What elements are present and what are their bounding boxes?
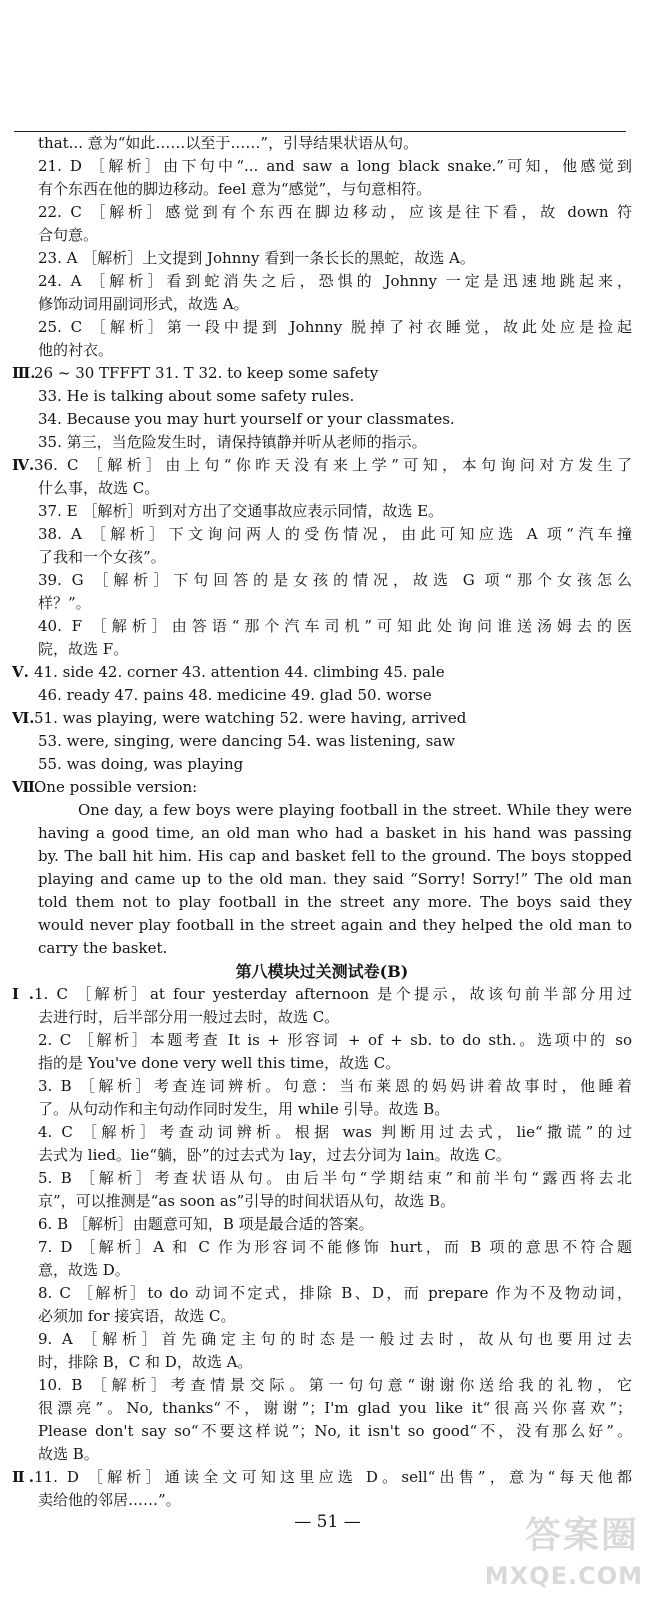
- text-line: [12, 339, 632, 362]
- text-line: [12, 408, 632, 431]
- text-line: [12, 155, 632, 178]
- text-line: [12, 523, 632, 546]
- text-line: [12, 1121, 632, 1144]
- line-text: 5. B ［解析］考查状语从句。由后半句“学期结束”和前半句“露西将去北: [38, 1169, 632, 1187]
- line-text: 4. C ［解析］考查动词辨析。根据 was 判断用过去式，lie“撒谎”的过: [38, 1123, 632, 1141]
- section-numeral: Ⅳ.: [12, 456, 35, 474]
- watermark-url: MXQE.COM: [484, 1562, 643, 1590]
- text-line: [12, 247, 632, 270]
- line-text: 9. A ［解析］首先确定主句的时态是一般过去时，故从句也要用过去: [38, 1330, 632, 1348]
- line-text: 35. 第三，当危险发生时，请保持镇静并听从老师的指示。: [38, 433, 427, 451]
- section-numeral: Ⅶ.: [12, 778, 41, 796]
- watermark-logo: [484, 1507, 647, 1592]
- line-text: 去进行时，后半部分用一般过去时，故选 C。: [38, 1008, 340, 1026]
- line-text: 33. He is talking about some safety rules.: [38, 387, 355, 405]
- text-line: [12, 201, 632, 224]
- line-text: 京”，可以推测是“as soon as”引导的时间状语从句，故选 B。: [38, 1192, 456, 1210]
- watermark-logo-text: 答案圈: [524, 1515, 639, 1556]
- text-line: [12, 753, 632, 776]
- text-line: [12, 1282, 632, 1305]
- text-line: [12, 546, 632, 569]
- text-line: [12, 1006, 632, 1029]
- line-text: 39. G ［解析］下句回答的是女孩的情况，故选 G 项“那个女孩怎么: [38, 571, 632, 589]
- text-line: [12, 730, 632, 753]
- line-text: 了我和一个女孩”。: [38, 548, 166, 566]
- line-text: 46. ready 47. pains 48. medicine 49. glad 50. worse: [38, 686, 432, 704]
- text-line: [12, 684, 632, 707]
- text-line: [12, 1075, 632, 1098]
- line-text: 了。从句动作和主句动作同时发生，用 while 引导。故选 B。: [38, 1100, 450, 1118]
- line-text: playing and came up to the old man. they said “Sorry! Sorry!” The old man: [38, 870, 632, 888]
- section-numeral: Ⅴ.: [12, 663, 29, 681]
- text-line: [12, 592, 632, 615]
- line-text: Please don't say so“不要这样说”；No, it isn't so good“不，没有那么好”。: [38, 1422, 632, 1440]
- text-line: [12, 1167, 632, 1190]
- line-text: 卖给他的邻居……”。: [38, 1491, 181, 1509]
- text-line: [12, 178, 632, 201]
- line-text: 有个东西在他的脚边移动。feel 意为“感觉”，与句意相符。: [38, 180, 432, 198]
- line-text: 合句意。: [38, 226, 99, 244]
- text-line: [12, 270, 632, 293]
- text-line: [12, 431, 632, 454]
- text-line: [12, 1213, 632, 1236]
- text-line: [12, 1443, 632, 1466]
- line-text: 院，故选 F。: [38, 640, 129, 658]
- text-line: [12, 132, 632, 155]
- text-line: [12, 1259, 632, 1282]
- text-line: [12, 937, 632, 960]
- line-text: 故选 B。: [38, 1445, 99, 1463]
- line-text: 51. was playing, were watching 52. were having, arrived: [34, 709, 467, 727]
- line-text: 34. Because you may hurt yourself or your classmates.: [38, 410, 455, 428]
- text-line: [12, 454, 632, 477]
- line-text: would never play football in the street again and they helped the old man to: [38, 916, 632, 934]
- text-line: [12, 1052, 632, 1075]
- line-text: told them not to play football in the street any more. The boys said they: [38, 893, 632, 911]
- text-line: [12, 822, 632, 845]
- line-text: 什么事，故选 C。: [38, 479, 160, 497]
- line-text: 40. F ［解析］由答语“那个汽车司机”可知此处询问谁送汤姆去的医: [38, 617, 632, 635]
- line-text: 意，故选 D。: [38, 1261, 130, 1279]
- text-line: [12, 799, 632, 822]
- text-line: [12, 1190, 632, 1213]
- line-text: 22. C ［解析］感觉到有个东西在脚边移动，应该是往下看，故 down 符: [38, 203, 632, 221]
- line-text: 25. C ［解析］第一段中提到 Johnny 脱掉了衬衣睡觉，故此处应是捡起: [38, 318, 632, 336]
- text-line: [12, 1098, 632, 1121]
- line-text: 3. B ［解析］考查连词辨析。句意：当布莱恩的妈妈讲着故事时，他睡着: [38, 1077, 632, 1095]
- text-line: [12, 1397, 632, 1420]
- line-text: 23. A ［解析］上文提到 Johnny 看到一条长长的黑蛇，故选 A。: [38, 249, 475, 267]
- text-line: [12, 362, 632, 385]
- text-line: [12, 1466, 632, 1489]
- line-text: having a good time, an old man who had a basket in his hand was passing: [38, 824, 632, 842]
- line-text: 7. D ［解析］A 和 C 作为形容词不能修饰 hurt，而 B 项的意思不符合题: [38, 1238, 632, 1256]
- text-line: [12, 1351, 632, 1374]
- line-text: 2. C ［解析］本题考查 It is + 形容词 + of + sb. to do sth.。选项中的 so: [38, 1031, 632, 1049]
- line-text: carry the basket.: [38, 939, 168, 957]
- text-line: [12, 914, 632, 937]
- section-numeral: Ⅵ.: [12, 709, 35, 727]
- text-line: [12, 661, 632, 684]
- section-numeral: Ⅱ.: [12, 1468, 34, 1486]
- line-text: 8. C ［解析］to do 动词不定式，排除 B、D，而 prepare 作为不及物动词，: [38, 1284, 632, 1302]
- line-text: One day, a few boys were playing football in the street. While they were: [78, 801, 632, 819]
- line-text: 10. B ［解析］考查情景交际。第一句句意“谢谢你送给我的礼物，它: [38, 1376, 632, 1394]
- line-text: 21. D ［解析］由下句中“... and saw a long black snake.”可知，他感觉到: [38, 157, 632, 175]
- text-line: [12, 1144, 632, 1167]
- line-text: by. The ball hit him. His cap and basket fell to the ground. The boys stopped: [38, 847, 632, 865]
- line-text: 53. were, singing, were dancing 54. was listening, saw: [38, 732, 456, 750]
- line-text: 去式为 lied。lie“躺，卧”的过去式为 lay，过去分词为 lain。故选 C。: [38, 1146, 511, 1164]
- text-line: [12, 1420, 632, 1443]
- line-text: 41. side 42. corner 43. attention 44. climbing 45. pale: [34, 663, 445, 681]
- text-line: [12, 1374, 632, 1397]
- text-line: [12, 707, 632, 730]
- line-text: 37. E ［解析］听到对方出了交通事故应表示同情，故选 E。: [38, 502, 444, 520]
- text-line: [12, 615, 632, 638]
- line-text: 修饰动词用副词形式，故选 A。: [38, 295, 249, 313]
- line-text: 必须加 for 接宾语，故选 C。: [38, 1307, 236, 1325]
- line-text: 38. A ［解析］下文询问两人的受伤情况，由此可知应选 A 项“汽车撞: [38, 525, 632, 543]
- text-line: [12, 983, 632, 1006]
- section-numeral: Ⅲ.: [12, 364, 36, 382]
- line-text: 1. C ［解析］at four yesterday afternoon 是个提示，故该句前半部分用过: [34, 985, 632, 1003]
- text-line: [12, 638, 632, 661]
- text-line: [12, 293, 632, 316]
- text-line: [12, 500, 632, 523]
- text-line: [12, 1328, 632, 1351]
- text-line: [12, 224, 632, 247]
- page-number: — 51 —: [294, 1512, 361, 1532]
- line-text: 第八模块过关测试卷(B): [235, 962, 409, 981]
- line-text: 时，排除 B，C 和 D，故选 A。: [38, 1353, 253, 1371]
- text-line: [12, 1236, 632, 1259]
- text-line: [12, 891, 632, 914]
- answer-content: [12, 132, 632, 1512]
- text-line: [12, 845, 632, 868]
- line-text: 6. B ［解析］由题意可知，B 项是最合适的答案。: [38, 1215, 374, 1233]
- section-title: [12, 960, 632, 983]
- text-line: [12, 1029, 632, 1052]
- line-text: One possible version:: [34, 778, 198, 796]
- text-line: [12, 385, 632, 408]
- line-text: 指的是 You've done very well this time，故选 C。: [38, 1054, 401, 1072]
- text-line: [12, 477, 632, 500]
- line-text: 26 ~ 30 TFFFT 31. T 32. to keep some safety: [34, 364, 379, 382]
- line-text: 36. C ［解析］由上句“你昨天没有来上学”可知，本句询问对方发生了: [34, 456, 632, 474]
- text-line: [12, 316, 632, 339]
- line-text: 样？”。: [38, 594, 91, 612]
- text-line: [12, 569, 632, 592]
- line-text: that... 意为“如此……以至于……”，引导结果状语从句。: [38, 134, 419, 152]
- line-text: 24. A ［解析］看到蛇消失之后，恐惧的 Johnny 一定是迅速地跳起来，: [38, 272, 632, 290]
- line-text: 他的衬衣。: [38, 341, 114, 359]
- section-numeral: Ⅰ.: [12, 985, 34, 1003]
- text-line: [12, 1305, 632, 1328]
- line-text: 11. D ［解析］通读全文可知这里应选 D。sell“出售”，意为“每天他都: [34, 1468, 632, 1486]
- text-line: [12, 776, 632, 799]
- line-text: 55. was doing, was playing: [38, 755, 244, 773]
- text-line: [12, 868, 632, 891]
- line-text: 很漂亮”。No, thanks“不，谢谢”；I'm glad you like it“很高兴你喜欢”；: [38, 1399, 632, 1417]
